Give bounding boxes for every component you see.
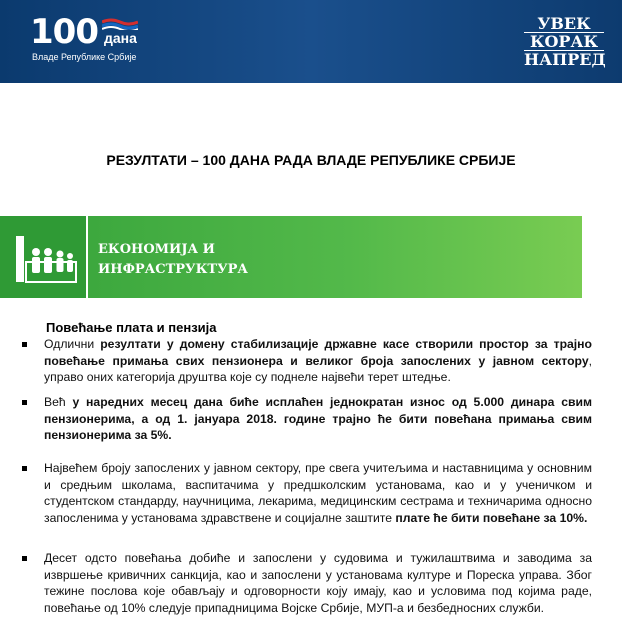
- bullet-icon: [22, 466, 27, 471]
- 100-days-logo: [30, 12, 160, 70]
- text-run: Највећем броју запослених у јавном сектору, пре свега учитељима и наставницима у основним и средњим школама, васпитачима у предшколским установама, као и у ученичком и студентском стандарду, научницима, лекарима, медицинским сестрама и техничарима односно запосленима у установама здравствене и социјалне заштите: [44, 461, 592, 525]
- logo-subtitle: Владе Републике Србије: [32, 52, 137, 62]
- slogan-logo: [524, 15, 604, 68]
- bullet-icon: [22, 400, 27, 405]
- text-run: Одлични: [44, 337, 101, 351]
- list-item: [22, 550, 592, 616]
- list-item-text: [44, 394, 592, 444]
- text-run-bold: резултати у домену стабилизације државне касе створили простор за трајно повећање примања свих пензионера и великог броја запослених у јавном сектору: [44, 337, 592, 368]
- banner-title: [98, 240, 248, 280]
- banner-title-line-2: ИНФРАСТРУКТУРА: [98, 262, 249, 277]
- document-title: РЕЗУЛТАТИ – 100 ДАНА РАДА ВЛАДЕ РЕПУБЛИКЕ СРБИЈЕ: [106, 152, 516, 168]
- text-run: , управо оних категорија друштва које су поднеле највећи терет штедње.: [44, 353, 592, 384]
- list-item-text: [44, 460, 592, 526]
- logo-number: 100: [30, 12, 98, 52]
- text-run-bold: плате ће бити повећане за 10%.: [395, 510, 588, 525]
- factory-people-icon: [8, 232, 80, 284]
- serbian-flag-icon: [102, 18, 138, 30]
- bullet-icon: [22, 556, 27, 561]
- banner-title-line-1: ЕКОНОМИЈА И: [98, 242, 215, 257]
- text-run-bold: у наредних месец дана биће исплаћен једнократан износ од 5.000 динара свим пензионерима, а од 1. јануара 2018. године трајно ће бити повећана примања свим пензионерима за 5%.: [44, 395, 592, 442]
- section-banner: [0, 216, 582, 298]
- list-item: [22, 460, 592, 526]
- page-header: [0, 0, 622, 83]
- list-item-text: [44, 336, 592, 386]
- bullet-icon: [22, 342, 27, 347]
- logo-word: дана: [104, 30, 137, 46]
- banner-icon-box: [0, 216, 86, 298]
- slogan-line-3: НАПРЕД: [524, 50, 606, 69]
- banner-divider: [86, 216, 88, 298]
- list-item-text: [44, 550, 592, 616]
- slogan-line-1: УВЕК: [524, 15, 604, 33]
- text-run: Десет одсто повећања добиће и запослени у судовима и тужилаштвима и заводима за извршење кривичних санкција, као и запослени у установама културе и Пореска управа. Због тежине послова које обављају и одговорности коју имају, као и условима под којима раде, повећање од 10% следује припадницима Војске Србије, МУП-а и безбедносних служби.: [44, 551, 592, 615]
- slogan-line-2: КОРАК: [524, 33, 604, 51]
- list-item: [22, 394, 592, 444]
- list-item: [22, 336, 592, 386]
- section-heading: Повећање плата и пензија: [46, 320, 217, 335]
- text-run: Већ: [44, 395, 73, 409]
